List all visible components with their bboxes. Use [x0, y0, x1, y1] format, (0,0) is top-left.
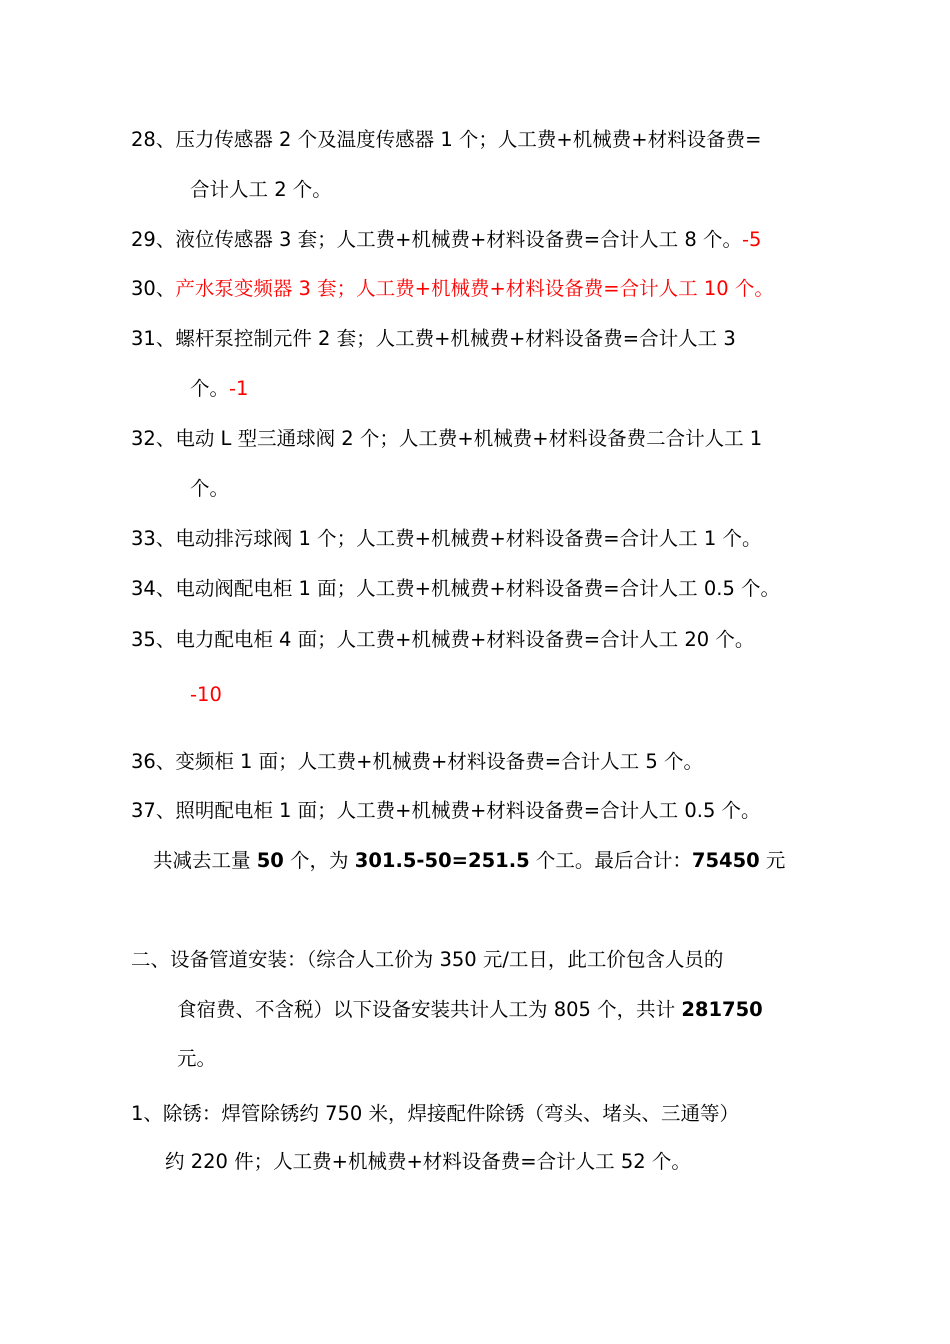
list-item-35: [131, 626, 754, 654]
list-item-34: [131, 575, 780, 603]
item-text-highlighted: 产水泵变频器 3 套；人工费+机械费+材料设备费=合计人工 10 个。: [175, 277, 774, 300]
item-number: 31、: [131, 327, 176, 350]
summary-bold-value: 50: [256, 849, 284, 872]
continuation-text: 个。: [190, 377, 230, 400]
item-number: 33、: [131, 527, 176, 550]
item-number: 35、: [131, 628, 176, 651]
item-text: 电动排污球阀 1 个；人工费+机械费+材料设备费=合计人工 1 个。: [175, 527, 762, 550]
item-number: 30、: [131, 277, 176, 300]
item-text: 螺杆泵控制元件 2 套；人工费+机械费+材料设备费=合计人工 3: [175, 327, 736, 350]
item-text: 电动 L 型三通球阀 2 个；人工费+机械费+材料设备费二合计人工 1: [175, 427, 763, 450]
item-number: 34、: [131, 577, 176, 600]
adjustment-note: -10: [190, 683, 222, 706]
summary-bold-total: 75450: [691, 849, 760, 872]
item-continuation: 个。: [190, 477, 230, 500]
summary-text: 元: [759, 849, 786, 872]
list-item-31: [131, 325, 736, 353]
list-item-28: [131, 126, 761, 154]
summary-text: 共减去工量: [153, 849, 257, 872]
summary-text: 个工。最后合计：: [529, 849, 692, 872]
item-number: 37、: [131, 799, 176, 822]
section-heading-continuation: [177, 996, 763, 1024]
list-item-32: [131, 425, 762, 453]
section-text: 食宿费、不含税）以下设备安装共计人工为 805 个，共计: [177, 998, 682, 1021]
item-number: 28、: [131, 128, 176, 151]
item-text: 电力配电柜 4 面；人工费+机械费+材料设备费=合计人工 20 个。: [175, 628, 755, 651]
item-text: 照明配电柜 1 面；人工费+机械费+材料设备费=合计人工 0.5 个。: [175, 799, 761, 822]
item-text: 压力传感器 2 个及温度传感器 1 个；人工费+机械费+材料设备费=: [175, 128, 762, 151]
section-heading: 二、设备管道安装：（综合人工价为 350 元/工日，此工价包含人员的: [131, 948, 724, 971]
item-continuation: 约 220 件；人工费+机械费+材料设备费=合计人工 52 个。: [165, 1150, 691, 1173]
list-item-30: [131, 275, 774, 303]
item-number: 32、: [131, 427, 176, 450]
summary-text: 个，为: [283, 849, 355, 872]
list-item-29: [131, 226, 761, 254]
item-text: 变频柜 1 面；人工费+机械费+材料设备费=合计人工 5 个。: [175, 750, 703, 773]
list-item-33: [131, 525, 761, 553]
item-continuation: [190, 375, 248, 403]
list-item-37: [131, 797, 761, 825]
item-text: 电动阀配电柜 1 面；人工费+机械费+材料设备费=合计人工 0.5 个。: [175, 577, 781, 600]
adjustment-note: -5: [741, 228, 762, 251]
item-number: 29、: [131, 228, 176, 251]
item-text: 液位传感器 3 套；人工费+机械费+材料设备费=合计人工 8 个。: [175, 228, 742, 251]
summary-line: [153, 847, 785, 875]
section-heading-continuation: 元。: [177, 1047, 217, 1070]
summary-bold-formula: 301.5-50=251.5: [354, 849, 530, 872]
item-continuation: 合计人工 2 个。: [190, 178, 332, 201]
list-item-36: [131, 748, 703, 776]
list-item-1: 1、除锈：焊管除锈约 750 米，焊接配件除锈（弯头、堵头、三通等）: [131, 1102, 740, 1125]
item-number: 36、: [131, 750, 176, 773]
adjustment-note: -1: [229, 377, 249, 400]
section-bold-total: 281750: [681, 998, 763, 1021]
